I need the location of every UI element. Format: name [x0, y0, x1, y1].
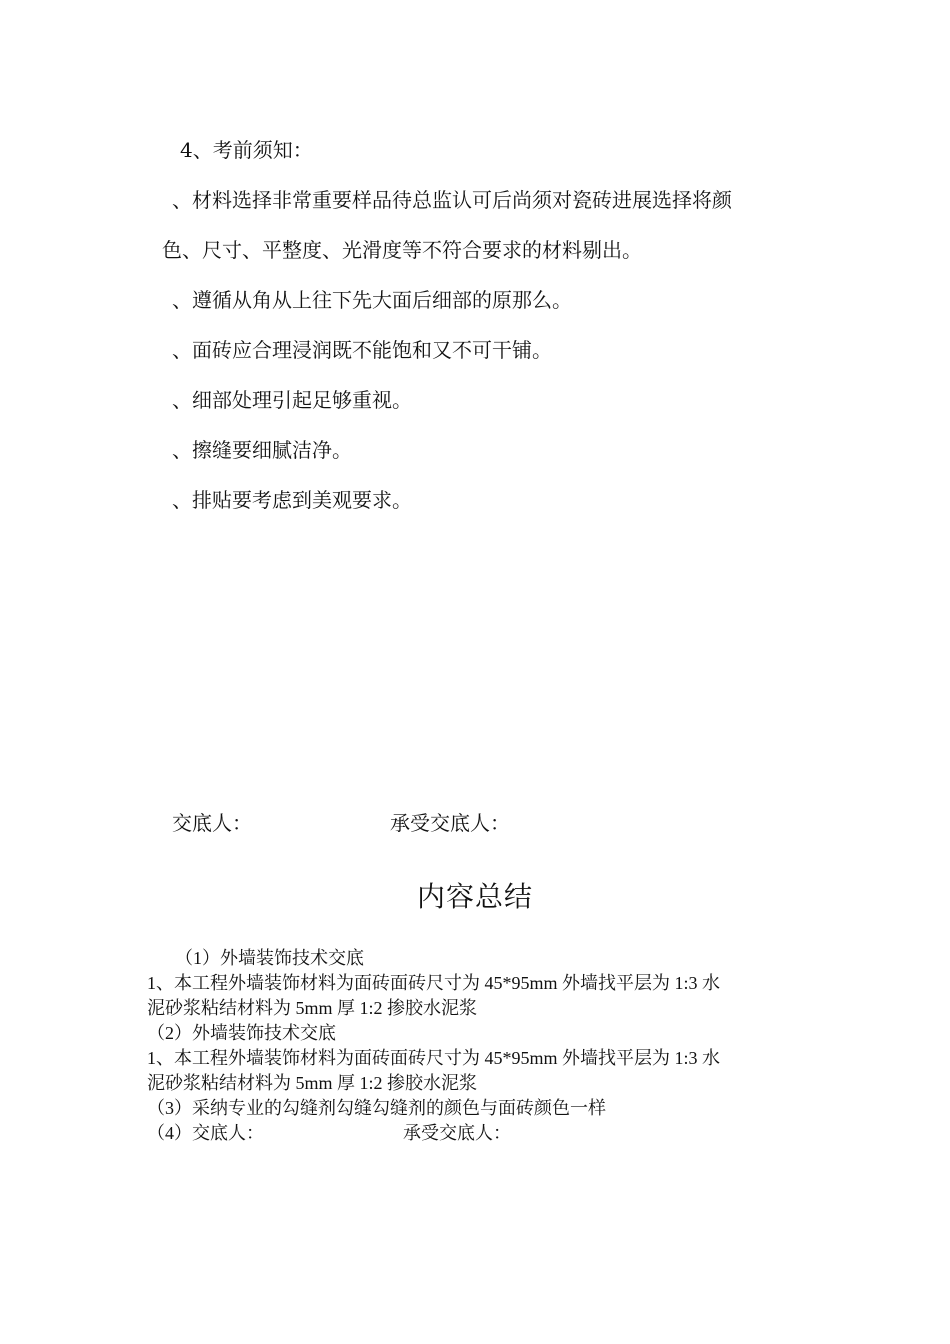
summary-line: （3）采纳专业的勾缝剂勾缝勾缝剂的颜色与面砖颜色一样: [147, 1098, 606, 1118]
signature-handover: 交底人：: [172, 811, 252, 835]
notes-item: 、细部处理引起足够重视。: [172, 388, 412, 412]
summary-line: （4）交底人：: [147, 1123, 264, 1143]
notes-item: 、材料选择非常重要样品待总监认可后尚须对瓷砖进展选择将颜: [172, 188, 732, 212]
summary-line: 1、本工程外墙装饰材料为面砖面砖尺寸为 45*95mm 外墙找平层为 1:3 水: [147, 973, 721, 993]
summary-line: 泥砂浆粘结材料为 5mm 厚 1:2 掺胶水泥浆: [147, 998, 478, 1018]
notes-heading: 4、考前须知：: [180, 138, 313, 162]
notes-item: 、遵循从角从上往下先大面后细部的原那么。: [172, 288, 572, 312]
summary-title: 内容总结: [416, 880, 533, 913]
summary-line: 承受交底人：: [403, 1123, 511, 1143]
summary-line: 1、本工程外墙装饰材料为面砖面砖尺寸为 45*95mm 外墙找平层为 1:3 水: [147, 1048, 721, 1068]
summary-line: （2）外墙装饰技术交底: [147, 1023, 336, 1043]
notes-item: 、擦缝要细腻洁净。: [172, 438, 352, 462]
notes-item: 、面砖应合理浸润既不能饱和又不可干铺。: [172, 338, 552, 362]
summary-line: 泥砂浆粘结材料为 5mm 厚 1:2 掺胶水泥浆: [147, 1073, 478, 1093]
summary-line: （1）外墙装饰技术交底: [175, 948, 364, 968]
notes-item: 、排贴要考虑到美观要求。: [172, 488, 412, 512]
signature-receiver: 承受交底人：: [390, 811, 510, 835]
notes-item: 色、尺寸、平整度、光滑度等不符合要求的材料剔出。: [162, 238, 642, 262]
